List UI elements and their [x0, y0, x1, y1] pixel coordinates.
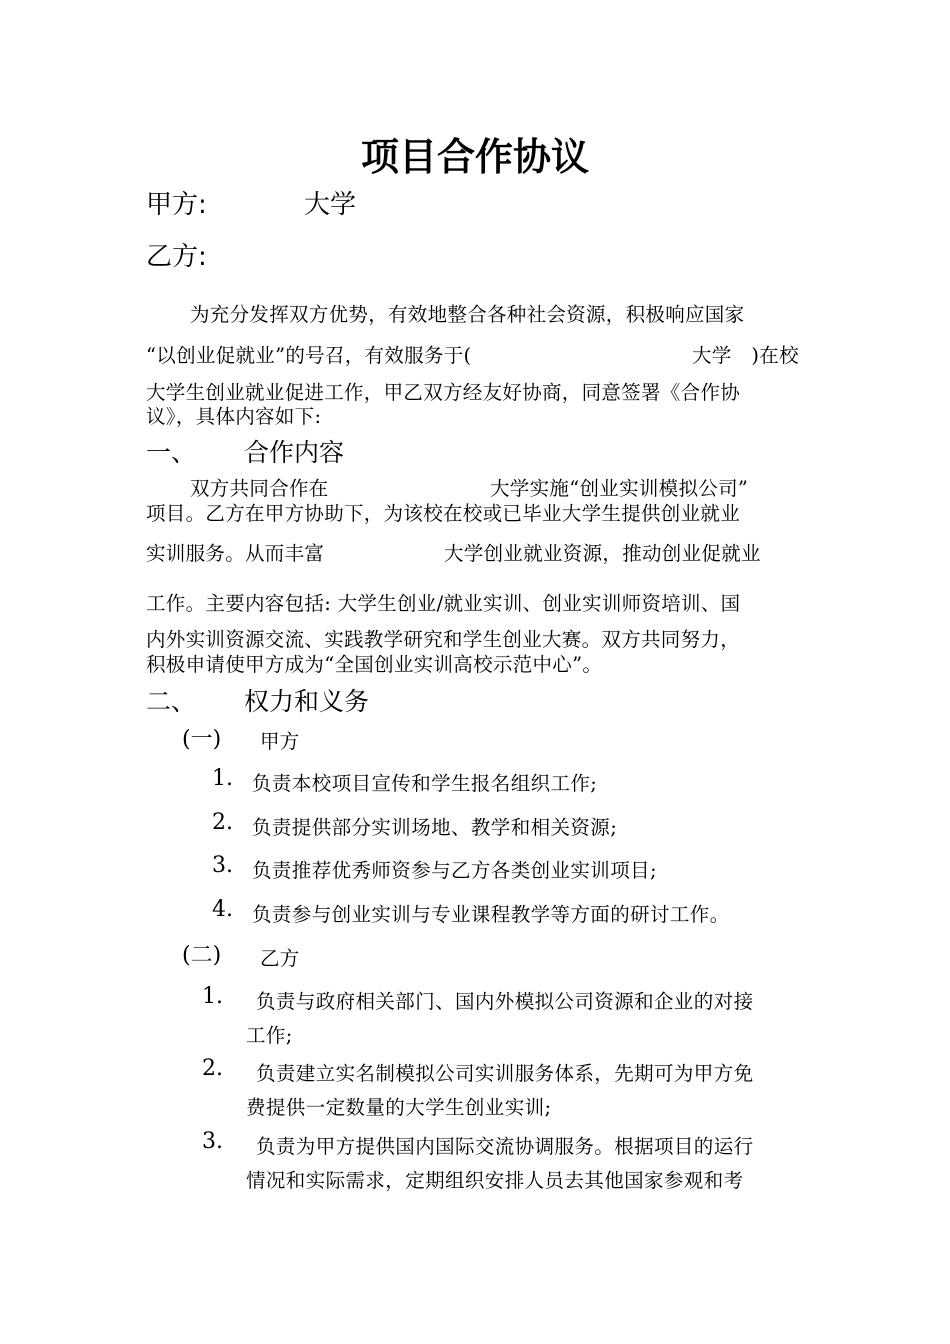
intro-line-1: 为充分发挥双方优势，有效地整合各种社会资源，积极响应国家 [190, 303, 745, 326]
party-a-subsection-name: 甲方 [260, 730, 300, 753]
party-b-item-2-line-2: 费提供一定数量的大学生创业实训; [246, 1096, 552, 1119]
section-1-title: 合作内容 [244, 438, 345, 467]
party-a-value: 大学 [304, 190, 357, 220]
party-b-item-3-num: 3. [202, 1129, 223, 1154]
party-a-item-4-num: 4. [212, 897, 233, 922]
party-b-item-1-line-1: 负责与政府相关部门、国内外模拟公司资源和企业的对接 [256, 990, 754, 1013]
party-a-item-3: 负责推荐优秀师资参与乙方各类创业实训项目; [252, 859, 657, 882]
section-1-line-4: 工作。主要内容包括: 大学生创业/就业实训、创业实训师资培训、国 [146, 592, 741, 615]
section-2-number: 二、 [146, 687, 197, 716]
party-a-item-3-num: 3. [212, 853, 233, 878]
party-a-label: 甲方: [146, 190, 207, 220]
section-1-line-1b: 大学实施“创业实训模拟公司” [490, 477, 749, 500]
party-a-item-2-num: 2. [212, 810, 233, 835]
party-a-subsection-label: (一) [182, 727, 222, 752]
section-1-line-3a: 实训服务。从而丰富 [146, 542, 325, 565]
intro-line-4: 议》，具体内容如下: [146, 405, 322, 428]
party-b-subsection-name: 乙方 [260, 947, 300, 970]
party-b-subsection-label: (二) [182, 943, 222, 968]
party-b-item-1-num: 1. [202, 984, 223, 1009]
party-b-item-3-line-1: 负责为甲方提供国内国际交流协调服务。根据项目的运行 [256, 1135, 754, 1158]
party-b-item-1-line-2: 工作; [246, 1024, 293, 1047]
section-1-number: 一、 [146, 438, 197, 467]
section-1-line-1a: 双方共同合作在 [190, 477, 329, 500]
party-a-item-1: 负责本校项目宣传和学生报名组织工作; [252, 772, 598, 795]
section-1-line-6: 积极申请使甲方成为“全国创业实训高校示范中心”。 [146, 653, 603, 676]
section-1-line-2: 项目。乙方在甲方协助下，为该校在校或已毕业大学生提供创业就业 [146, 502, 741, 525]
party-b-item-3-line-2: 情况和实际需求，定期组织安排人员去其他国家参观和考 [246, 1169, 744, 1192]
party-b-label: 乙方: [146, 242, 207, 272]
intro-line-2b: 大学 )在校 [692, 344, 799, 367]
section-1-line-3b: 大学创业就业资源，推动创业促就业 [444, 542, 761, 565]
party-b-item-2-line-1: 负责建立实名制模拟公司实训服务体系，先期可为甲方免 [256, 1062, 754, 1085]
party-a-item-1-num: 1. [212, 766, 233, 791]
intro-line-2a: “以创业促就业”的号召，有效服务于( [146, 344, 472, 367]
party-a-item-2: 负责提供部分实训场地、教学和相关资源; [252, 816, 618, 839]
party-b-item-2-num: 2. [202, 1056, 223, 1081]
section-1-line-5: 内外实训资源交流、实践教学研究和学生创业大赛。双方共同努力， [146, 628, 741, 651]
intro-line-3: 大学生创业就业促进工作，甲乙双方经友好协商，同意签署《合作协 [146, 381, 741, 404]
section-2-title: 权力和义务 [244, 687, 370, 716]
party-a-item-4: 负责参与创业实训与专业课程教学等方面的研讨工作。 [252, 903, 730, 926]
document-title: 项目合作协议 [360, 135, 589, 179]
